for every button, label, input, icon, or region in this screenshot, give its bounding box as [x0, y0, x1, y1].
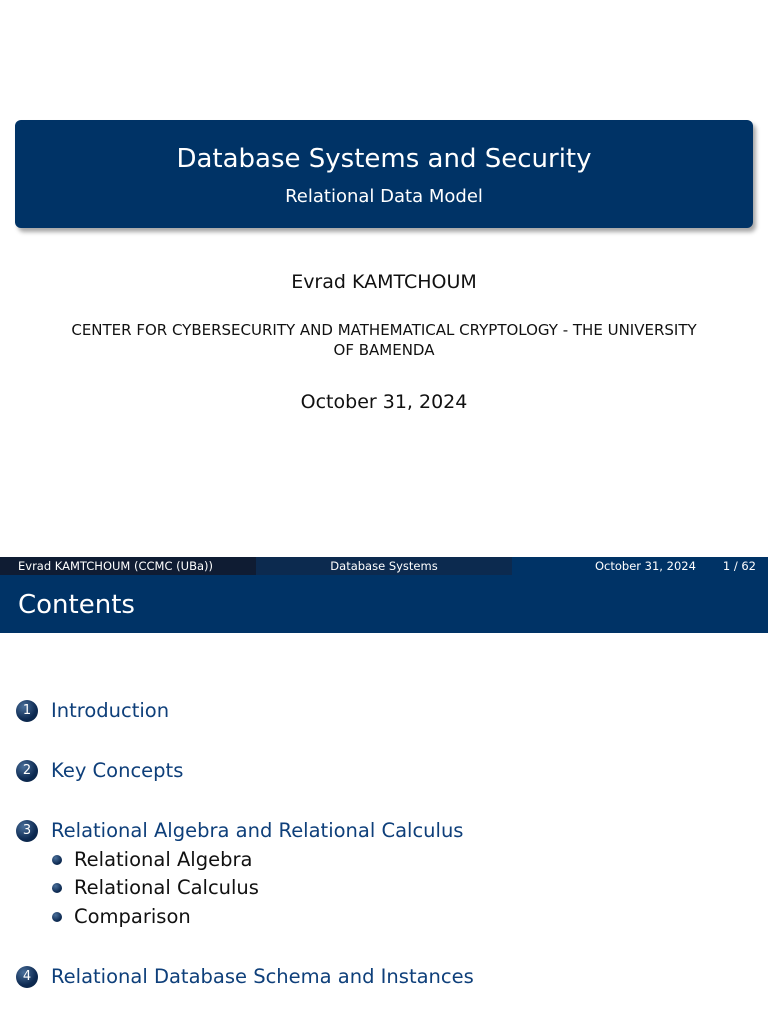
- author-name: Evrad KAMTCHOUM: [291, 271, 477, 293]
- slide-footer: [0, 557, 768, 575]
- institute-name: CENTER FOR CYBERSECURITY AND MATHEMATICAL CRYPTOLOGY - THE UNIVERSITY OF BAMENDA: [71, 321, 697, 359]
- presentation-date: October 31, 2024: [300, 391, 468, 413]
- section-number-badge: 4: [16, 966, 38, 988]
- footer-short-title: Database Systems: [330, 559, 438, 573]
- bullet-icon: [52, 883, 62, 893]
- frame-title-bar: [0, 575, 768, 633]
- footer-date: October 31, 2024: [595, 559, 696, 573]
- bullet-icon: [52, 912, 62, 922]
- footer-author: Evrad KAMTCHOUM (CCMC (UBa)): [18, 559, 213, 573]
- frame-title: Contents: [18, 590, 135, 620]
- toc-section-link[interactable]: Introduction: [51, 699, 170, 722]
- footer-date-segment: [512, 557, 768, 575]
- presentation-title: Database Systems and Security: [176, 144, 592, 174]
- toc-section-link[interactable]: Relational Database Schema and Instances: [51, 965, 474, 988]
- section-number-badge: 2: [16, 760, 38, 782]
- toc-subsection-link[interactable]: Relational Algebra: [74, 848, 253, 871]
- toc-subsection-link[interactable]: Comparison: [74, 905, 191, 928]
- section-number-badge: 1: [16, 700, 38, 722]
- contents-slide: [0, 575, 768, 1024]
- bullet-icon: [52, 855, 62, 865]
- footer-title-segment: [256, 557, 512, 575]
- footer-page-number: 1 / 62: [722, 559, 756, 573]
- toc-subsection-link[interactable]: Relational Calculus: [74, 876, 259, 899]
- presentation-subtitle: Relational Data Model: [285, 186, 483, 207]
- toc-section-link[interactable]: Key Concepts: [51, 759, 184, 782]
- footer-author-segment: [0, 557, 256, 575]
- toc-section-link[interactable]: Relational Algebra and Relational Calculus: [51, 819, 464, 842]
- title-block: [15, 120, 753, 228]
- section-number-badge: 3: [16, 820, 38, 842]
